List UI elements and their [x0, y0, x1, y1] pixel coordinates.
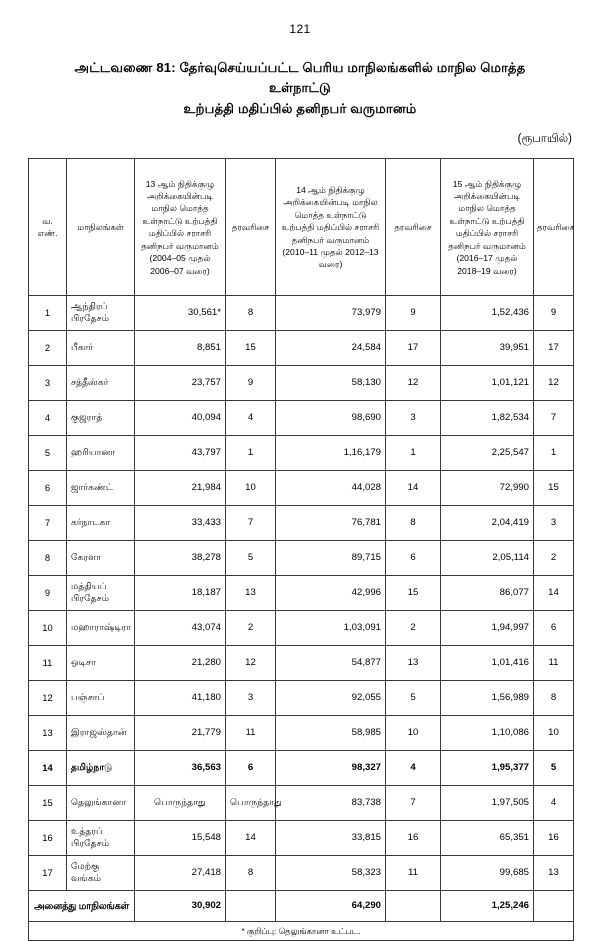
row-rank-15th: 14: [534, 576, 574, 611]
row-state-name: மேற்கு வங்கம்: [67, 856, 135, 891]
row-rank-14th: 13: [386, 646, 441, 681]
column-header-value-14th: 14 ஆம் நிதிக்குழு அறிக்கையின்படி மாநில மொத்த உள்நாட்டு உற்பத்தி மதிப்பில் சராசரி தனிநபர் வருமானம் (2010–11 முதல் 2012–13 வரை): [276, 159, 386, 296]
row-rank-13th: 12: [226, 646, 276, 681]
row-value-15th: 65,351: [441, 821, 534, 856]
row-rank-13th: 9: [226, 366, 276, 401]
row-value-14th: 33,815: [276, 821, 386, 856]
row-serial-number: 14: [29, 751, 67, 786]
table-row: [29, 506, 574, 541]
row-value-15th: 1,56,989: [441, 681, 534, 716]
row-rank-15th: 1: [534, 436, 574, 471]
row-rank-14th: 10: [386, 716, 441, 751]
row-rank-13th: 1: [226, 436, 276, 471]
row-rank-13th: 8: [226, 296, 276, 331]
row-value-15th: 2,25,547: [441, 436, 534, 471]
row-rank-15th: 5: [534, 751, 574, 786]
row-rank-14th: 1: [386, 436, 441, 471]
table-row: [29, 541, 574, 576]
row-value-13th: 33,433: [135, 506, 226, 541]
row-rank-14th: 16: [386, 821, 441, 856]
row-value-14th: 1,16,179: [276, 436, 386, 471]
row-value-15th: 1,52,436: [441, 296, 534, 331]
column-header-value-13th: 13 ஆம் நிதிக்குழு அறிக்கையின்படி மாநில மொத்த உள்நாட்டு உற்பத்தி மதிப்பில் சராசரி தனிநபர் வருமானம் (2004–05 முதல் 2006–07 வரை): [135, 159, 226, 296]
page-number: 121: [289, 22, 311, 36]
row-serial-number: 1: [29, 296, 67, 331]
total-value-13th: 30,902: [135, 891, 226, 922]
table-row: [29, 576, 574, 611]
row-serial-number: 6: [29, 471, 67, 506]
row-value-14th: 73,979: [276, 296, 386, 331]
page-title: [46, 58, 554, 119]
row-state-name: தமிழ்நாடு: [67, 751, 135, 786]
column-header-rank-13th: தரவரிசை: [226, 159, 276, 296]
row-rank-15th: 15: [534, 471, 574, 506]
row-value-13th: 41,180: [135, 681, 226, 716]
row-rank-14th: 15: [386, 576, 441, 611]
row-value-15th: 99,685: [441, 856, 534, 891]
total-value-14th: 64,290: [276, 891, 386, 922]
table-row: [29, 296, 574, 331]
row-value-14th: 54,877: [276, 646, 386, 681]
row-value-15th: 1,82,534: [441, 401, 534, 436]
row-rank-15th: 4: [534, 786, 574, 821]
row-value-15th: 1,01,416: [441, 646, 534, 681]
row-rank-14th: 17: [386, 331, 441, 366]
row-rank-14th: 7: [386, 786, 441, 821]
row-value-15th: 72,990: [441, 471, 534, 506]
row-value-14th: 44,028: [276, 471, 386, 506]
document-page: [0, 22, 600, 936]
row-value-14th: 89,715: [276, 541, 386, 576]
row-rank-13th: 14: [226, 821, 276, 856]
row-value-13th: 38,278: [135, 541, 226, 576]
table-row: [29, 436, 574, 471]
row-serial-number: 10: [29, 611, 67, 646]
table-footnote: * குறிப்பு: தெலுங்கானா உட்பட.: [29, 922, 574, 941]
row-rank-15th: 10: [534, 716, 574, 751]
row-value-13th: 40,094: [135, 401, 226, 436]
row-rank-14th: 11: [386, 856, 441, 891]
row-value-14th: 76,781: [276, 506, 386, 541]
row-state-name: ஆந்திரப் பிரதேசம்: [67, 296, 135, 331]
row-state-name: இராஜஸ்தான்: [67, 716, 135, 751]
row-rank-14th: 4: [386, 751, 441, 786]
row-rank-15th: 13: [534, 856, 574, 891]
row-value-13th: 21,984: [135, 471, 226, 506]
table-row: [29, 366, 574, 401]
row-value-14th: 58,130: [276, 366, 386, 401]
table-body: [29, 296, 574, 891]
row-value-13th: 21,280: [135, 646, 226, 681]
row-serial-number: 16: [29, 821, 67, 856]
table-row: [29, 646, 574, 681]
row-value-13th: 43,074: [135, 611, 226, 646]
table-row: [29, 716, 574, 751]
row-rank-13th: 11: [226, 716, 276, 751]
row-state-name: உத்தரப் பிரதேசம்: [67, 821, 135, 856]
row-serial-number: 3: [29, 366, 67, 401]
table-row: [29, 471, 574, 506]
row-state-name: ஒடிசா: [67, 646, 135, 681]
row-value-15th: 1,01,121: [441, 366, 534, 401]
row-state-name: கேரளா: [67, 541, 135, 576]
row-rank-14th: 8: [386, 506, 441, 541]
table-row: [29, 786, 574, 821]
row-rank-13th: 2: [226, 611, 276, 646]
row-rank-13th: 15: [226, 331, 276, 366]
row-state-name: பீகார்: [67, 331, 135, 366]
table-row: [29, 331, 574, 366]
row-serial-number: 2: [29, 331, 67, 366]
row-value-14th: 92,055: [276, 681, 386, 716]
row-value-13th: 43,797: [135, 436, 226, 471]
row-rank-13th: பொருந்தாது: [226, 786, 276, 821]
total-rank-14th: [386, 891, 441, 922]
row-rank-15th: 17: [534, 331, 574, 366]
row-value-15th: 2,05,114: [441, 541, 534, 576]
page-title-line-2: உற்பத்தி மதிப்பில் தனிநபர் வருமானம்: [183, 100, 417, 116]
table-row: [29, 401, 574, 436]
row-rank-15th: 11: [534, 646, 574, 681]
table-row: [29, 681, 574, 716]
row-value-14th: 24,584: [276, 331, 386, 366]
row-rank-14th: 5: [386, 681, 441, 716]
total-row: [29, 891, 574, 922]
row-value-13th: பொருந்தாது: [135, 786, 226, 821]
page-title-line-1: அட்டவணை 81: தேர்வுசெய்யப்பட்ட பெரிய மாநிலங்களில் மாநில மொத்த உள்நாட்டு: [74, 60, 526, 96]
table-header-row: [29, 159, 574, 296]
row-serial-number: 13: [29, 716, 67, 751]
row-state-name: தெலுங்கானா: [67, 786, 135, 821]
row-value-15th: 1,94,997: [441, 611, 534, 646]
row-value-13th: 15,548: [135, 821, 226, 856]
row-rank-15th: 8: [534, 681, 574, 716]
row-state-name: சத்தீஸ்கர்: [67, 366, 135, 401]
table-row: [29, 751, 574, 786]
row-serial-number: 15: [29, 786, 67, 821]
row-value-13th: 8,851: [135, 331, 226, 366]
column-header-sno: வ. எண்.: [29, 159, 67, 296]
row-rank-14th: 6: [386, 541, 441, 576]
row-value-14th: 1,03,091: [276, 611, 386, 646]
row-value-13th: 21,779: [135, 716, 226, 751]
row-value-13th: 27,418: [135, 856, 226, 891]
row-rank-14th: 3: [386, 401, 441, 436]
row-value-15th: 2,04,419: [441, 506, 534, 541]
row-state-name: ஜார்கண்ட்: [67, 471, 135, 506]
row-rank-15th: 6: [534, 611, 574, 646]
row-rank-15th: 7: [534, 401, 574, 436]
column-header-rank-14th: தரவரிசை: [386, 159, 441, 296]
table-row: [29, 821, 574, 856]
unit-note: (ரூபாயில்): [517, 133, 572, 146]
row-rank-15th: 16: [534, 821, 574, 856]
row-value-14th: 42,996: [276, 576, 386, 611]
row-value-15th: 1,10,086: [441, 716, 534, 751]
row-value-13th: 23,757: [135, 366, 226, 401]
row-rank-15th: 3: [534, 506, 574, 541]
row-rank-15th: 12: [534, 366, 574, 401]
footnote-row: [29, 922, 574, 941]
row-state-name: மஹாராஷ்டிரா: [67, 611, 135, 646]
row-serial-number: 4: [29, 401, 67, 436]
row-serial-number: 5: [29, 436, 67, 471]
row-value-14th: 58,985: [276, 716, 386, 751]
total-row-label: அனைத்து மாநிலங்கள்: [29, 891, 135, 922]
table-footer: [29, 891, 574, 941]
row-value-14th: 58,323: [276, 856, 386, 891]
row-value-14th: 98,327: [276, 751, 386, 786]
total-rank-15th: [534, 891, 574, 922]
row-value-15th: 1,95,377: [441, 751, 534, 786]
row-rank-13th: 5: [226, 541, 276, 576]
row-rank-13th: 10: [226, 471, 276, 506]
row-state-name: பஞ்சாப்: [67, 681, 135, 716]
row-rank-13th: 4: [226, 401, 276, 436]
column-header-state: மாநிலங்கள்: [67, 159, 135, 296]
row-rank-15th: 9: [534, 296, 574, 331]
row-rank-13th: 3: [226, 681, 276, 716]
row-value-14th: 83,738: [276, 786, 386, 821]
row-serial-number: 11: [29, 646, 67, 681]
row-rank-14th: 14: [386, 471, 441, 506]
row-rank-13th: 7: [226, 506, 276, 541]
row-serial-number: 12: [29, 681, 67, 716]
row-value-15th: 86,077: [441, 576, 534, 611]
row-rank-14th: 9: [386, 296, 441, 331]
row-rank-14th: 2: [386, 611, 441, 646]
row-rank-13th: 13: [226, 576, 276, 611]
row-value-14th: 98,690: [276, 401, 386, 436]
column-header-value-15th: 15 ஆம் நிதிக்குழு அறிக்கையின்படி மாநில மொத்த உள்நாட்டு உற்பத்தி மதிப்பில் சராசரி தனிநபர் வருமானம் (2016–17 முதல் 2018–19 வரை): [441, 159, 534, 296]
row-value-15th: 1,97,505: [441, 786, 534, 821]
row-value-15th: 39,951: [441, 331, 534, 366]
row-serial-number: 9: [29, 576, 67, 611]
total-value-15th: 1,25,246: [441, 891, 534, 922]
row-serial-number: 17: [29, 856, 67, 891]
column-header-rank-15th: தரவரிசை: [534, 159, 574, 296]
row-value-13th: 30,561*: [135, 296, 226, 331]
table-row: [29, 611, 574, 646]
per-capita-income-table: [28, 158, 574, 941]
row-state-name: ஹரியானா: [67, 436, 135, 471]
row-rank-15th: 2: [534, 541, 574, 576]
row-rank-13th: 8: [226, 856, 276, 891]
row-state-name: குஜராத்: [67, 401, 135, 436]
row-value-13th: 36,563: [135, 751, 226, 786]
row-state-name: மத்தியப் பிரதேசம்: [67, 576, 135, 611]
table-row: [29, 856, 574, 891]
row-rank-14th: 12: [386, 366, 441, 401]
row-serial-number: 8: [29, 541, 67, 576]
row-serial-number: 7: [29, 506, 67, 541]
table-header: [29, 159, 574, 296]
row-state-name: கர்நாடகா: [67, 506, 135, 541]
total-rank-13th: [226, 891, 276, 922]
row-value-13th: 18,187: [135, 576, 226, 611]
row-rank-13th: 6: [226, 751, 276, 786]
